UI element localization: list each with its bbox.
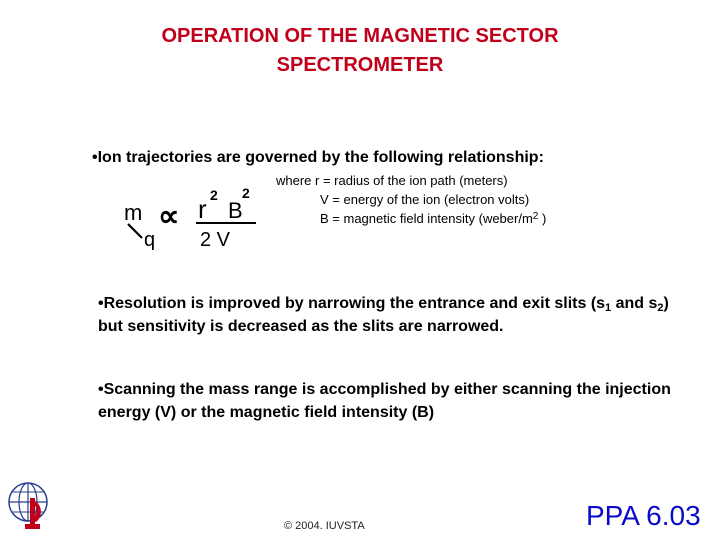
mass-charge-formula bbox=[118, 180, 268, 260]
definition-r: where r = radius of the ion path (meters) bbox=[276, 173, 508, 188]
bullet-ion-trajectories: •Ion trajectories are governed by the following relationship: bbox=[92, 149, 544, 166]
definition-v: V = energy of the ion (electron volts) bbox=[320, 192, 530, 207]
bullet-scanning-line-2: energy (V) or the magnetic field intensity (B) bbox=[98, 404, 435, 421]
copyright-text: © 2004. IUVSTA bbox=[284, 520, 365, 532]
formula-slash bbox=[128, 224, 142, 238]
definition-b-sup: 2 bbox=[532, 211, 539, 222]
formula-r-exponent: 2 bbox=[210, 187, 218, 203]
slide-code: PPA 6.03 bbox=[586, 500, 701, 531]
formula-proportional: ∝ bbox=[158, 200, 180, 233]
resolution-text-a: •Resolution is improved by narrowing the entrance and exit slits (s bbox=[98, 295, 606, 312]
resolution-text-b: and s bbox=[611, 295, 658, 312]
bullet-resolution-line-1 bbox=[98, 292, 708, 315]
formula-b: B bbox=[228, 198, 243, 223]
formula-q: q bbox=[144, 229, 156, 251]
globe-logo-icon bbox=[6, 480, 52, 534]
formula-denominator: 2 V bbox=[200, 229, 231, 251]
formula-m: m bbox=[124, 200, 143, 225]
definition-b-text: B = magnetic field intensity (weber/m bbox=[320, 211, 533, 226]
bullet-scanning-line-1: •Scanning the mass range is accomplished by either scanning the injection bbox=[98, 381, 671, 398]
formula-r: r bbox=[198, 194, 207, 224]
slit-sub-1: 1 bbox=[605, 302, 612, 314]
definition-b bbox=[276, 209, 546, 228]
slit-sub-2: 2 bbox=[657, 302, 664, 314]
bullet-resolution bbox=[98, 292, 708, 338]
resolution-text-c: ) bbox=[663, 295, 669, 312]
definition-b-close: ) bbox=[538, 211, 547, 226]
variable-definitions bbox=[276, 171, 546, 228]
title-line-1: OPERATION OF THE MAGNETIC SECTOR bbox=[161, 25, 559, 47]
title-line-2: SPECTROMETER bbox=[276, 54, 444, 76]
slide-title bbox=[60, 22, 660, 80]
formula-b-exponent: 2 bbox=[242, 185, 250, 201]
bullet-resolution-line-2: but sensitivity is decreased as the slits are narrowed. bbox=[98, 318, 504, 335]
bullet-scanning bbox=[98, 378, 708, 424]
